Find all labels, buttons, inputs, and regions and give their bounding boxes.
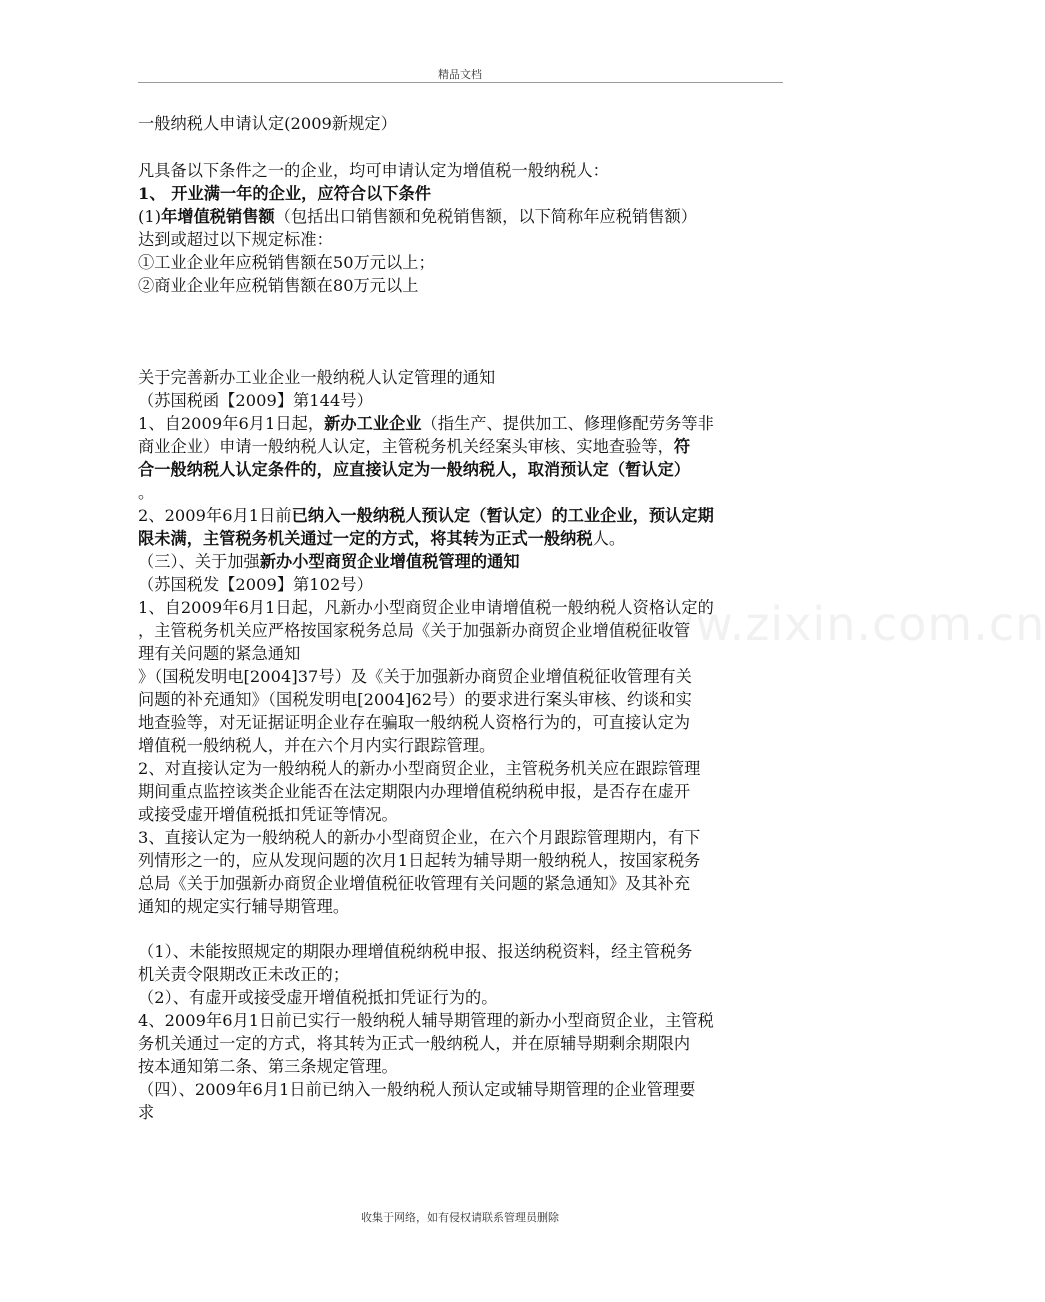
- paragraph-line: 按本通知第二条、第三条规定管理。: [138, 1057, 398, 1076]
- notice-number: （苏国税发【2009】第102号）: [138, 575, 373, 594]
- header-divider: [138, 82, 783, 83]
- list-item: ②商业企业年应税销售额在80万元以上: [138, 276, 419, 295]
- paragraph-line: （2）、有虚开或接受虚开增值税抵扣凭证行为的。: [138, 988, 498, 1007]
- paragraph-line: 或接受虚开增值税抵扣凭证等情况。: [138, 805, 398, 824]
- section-heading: 1、 开业满一年的企业，应符合以下条件: [138, 184, 432, 203]
- page-footer: 收集于网络，如有侵权请联系管理员删除: [361, 1211, 559, 1224]
- paragraph-line: 增值税一般纳税人，并在六个月内实行跟踪管理。: [138, 736, 496, 755]
- paragraph-line: 商业企业）申请一般纳税人认定，主管税务机关经案头审核、实地查验等，符: [138, 437, 691, 456]
- doc-title: 一般纳税人申请认定(2009新规定）: [138, 114, 397, 133]
- paragraph-line: 机关责令限期改正未改正的；: [138, 965, 350, 984]
- paragraph-line: 问题的补充通知》（国税发明电[2004]62号）的要求进行案头审核、约谈和实: [138, 690, 692, 709]
- notice-title: 关于完善新办工业企业一般纳税人认定管理的通知: [138, 368, 496, 387]
- paragraph-line: 务机关通过一定的方式，将其转为正式一般纳税人，并在原辅导期剩余期限内: [138, 1034, 691, 1053]
- paragraph-line: 期间重点监控该类企业能否在法定期限内办理增值税纳税申报，是否存在虚开: [138, 782, 691, 801]
- paragraph-line: 》（国税发明电[2004]37号）及《关于加强新办商贸企业增值税征收管理有关: [138, 667, 692, 686]
- paragraph-line: 通知的规定实行辅导期管理。: [138, 897, 350, 916]
- watermark: www.zixin.com.cn: [618, 597, 1045, 651]
- paragraph-line: 列情形之一的，应从发现问题的次月1日起转为辅导期一般纳税人，按国家税务: [138, 851, 701, 870]
- paragraph-line: 1、自2009年6月1日起，新办工业企业（指生产、提供加工、修理修配劳务等非: [138, 414, 714, 433]
- paragraph-line: 达到或超过以下规定标准：: [138, 230, 333, 249]
- paragraph-line: 1、自2009年6月1日起，凡新办小型商贸企业申请增值税一般纳税人资格认定的: [138, 598, 714, 617]
- paragraph-line: 限未满，主管税务机关通过一定的方式，将其转为正式一般纳税人。: [138, 529, 626, 548]
- paragraph-line: 2、2009年6月1日前已纳入一般纳税人预认定（暂认定）的工业企业，预认定期: [138, 506, 714, 525]
- page-header: 精品文档: [438, 68, 482, 81]
- paragraph-line: ，主管税务机关应严格按国家税务总局《关于加强新办商贸企业增值税征收管: [138, 621, 691, 640]
- paragraph-line: 凡具备以下条件之一的企业，均可申请认定为增值税一般纳税人：: [138, 161, 609, 180]
- document-body: [138, 112, 783, 1124]
- paragraph-line: 。: [138, 483, 155, 502]
- paragraph-line: 总局《关于加强新办商贸企业增值税征收管理有关问题的紧急通知》及其补充: [138, 874, 691, 893]
- list-item: ①工业企业年应税销售额在50万元以上；: [138, 253, 435, 272]
- paragraph-line: 3、直接认定为一般纳税人的新办小型商贸企业，在六个月跟踪管理期内，有下: [138, 828, 701, 847]
- paragraph-line: 地查验等，对无证据证明企业存在骗取一般纳税人资格行为的，可直接认定为: [138, 713, 691, 732]
- paragraph-line: 2、对直接认定为一般纳税人的新办小型商贸企业，主管税务机关应在跟踪管理: [138, 759, 701, 778]
- paragraph-line: （四）、2009年6月1日前已纳入一般纳税人预认定或辅导期管理的企业管理要: [138, 1080, 696, 1099]
- section-heading: （三）、关于加强新办小型商贸企业增值税管理的通知: [138, 552, 520, 571]
- paragraph-line: 理有关问题的紧急通知: [138, 644, 301, 663]
- paragraph-line: (1)年增值税销售额（包括出口销售额和免税销售额，以下简称年应税销售额）: [138, 207, 697, 226]
- paragraph-line: 求: [138, 1103, 155, 1122]
- paragraph-line: 4、2009年6月1日前已实行一般纳税人辅导期管理的新办小型商贸企业，主管税: [138, 1011, 714, 1030]
- notice-number: （苏国税函【2009】第144号）: [138, 391, 373, 410]
- paragraph-line: （1）、未能按照规定的期限办理增值税纳税申报、报送纳税资料，经主管税务: [138, 942, 693, 961]
- paragraph-line: 合一般纳税人认定条件的，应直接认定为一般纳税人，取消预认定（暂认定）: [138, 460, 691, 479]
